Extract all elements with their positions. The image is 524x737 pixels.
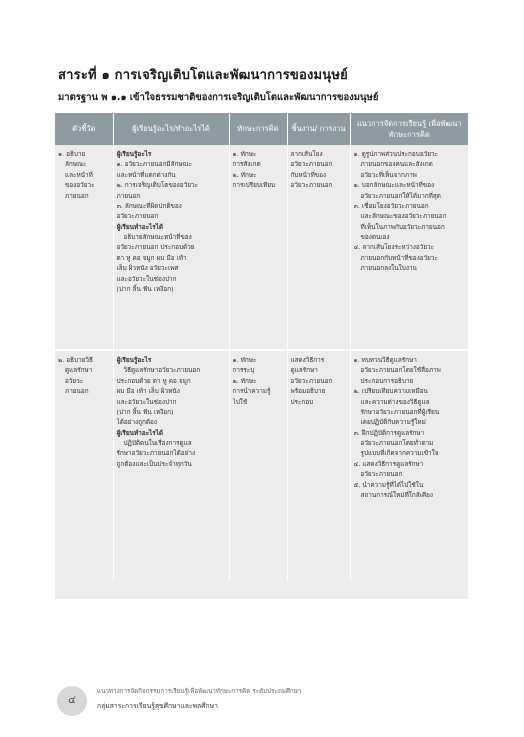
- cell-line: ๑. ทบทวนวิธีดูแลรักษา: [353, 356, 417, 364]
- cell-line: ๔. ลากเส้นโยงระหว่างอวัยวะ: [353, 243, 435, 252]
- cell-line: (ปาก ลิ้น ฟัน เหงือก): [116, 284, 174, 293]
- cell-line: ๒. อธิบายวิธี: [58, 356, 93, 364]
- cell-line: ๑. อธิบาย: [58, 150, 86, 158]
- cell-line: ๓. ลักษณะที่ผิดปกติของ: [116, 201, 182, 210]
- cell-line: ที่เห็นในภาพกับอวัยวะภายนอก: [360, 222, 445, 231]
- cell-line: ๒. ทักษะ: [232, 170, 257, 179]
- cell-line: กับหน้าที่ของ: [290, 170, 327, 179]
- cell-line: ๔. แสดงวิธีการดูแลรักษา: [353, 459, 424, 468]
- cell-line: รูปแบบที่เกิดจากความเข้าใจ: [360, 449, 439, 458]
- cell-line: และอวัยวะในช่องปาก: [116, 397, 177, 406]
- cell-line: อวัยวะภายนอก: [360, 470, 403, 479]
- cell-subheading: ผู้เรียนรู้อะไร: [116, 356, 152, 364]
- skills-cell: [229, 145, 287, 350]
- cell-line: อวัยวะภายนอก: [290, 160, 333, 169]
- cell-line: ๒. ทักษะ: [232, 376, 257, 385]
- cell-line: ๓. เชื่อมโยงอวัยวะภายนอก: [353, 201, 429, 210]
- cell-line: เล็บ ผิวหนัง อวัยวะเพศ: [116, 264, 179, 273]
- cell-subheading: ผู้เรียนรู้อะไร: [116, 150, 152, 158]
- approach-cell: [350, 145, 468, 350]
- cell-line: อธิบายลักษณะหน้าที่ของ: [123, 233, 192, 241]
- standard-subtitle: มาตรฐาน พ ๑.๑ เข้าใจธรรมชาติของการเจริญเติบโตและพัฒนาการของมนุษย์: [58, 92, 379, 103]
- header-learn: ผู้เรียนรู้อะไร/ทำอะไรได้: [113, 113, 229, 145]
- table-row: [55, 145, 468, 350]
- page-number-badge: ๔: [57, 686, 87, 716]
- cell-line: ภายนอก: [116, 191, 141, 200]
- header-approach: แนวการจัดการเรียนรู้ เพื่อพัฒนาทักษะการคิด: [350, 113, 468, 145]
- work-cell: [287, 350, 350, 581]
- cell-line: ๓. ฝึกปฏิบัติการดูแลรักษา: [353, 428, 425, 437]
- learn-cell: [113, 350, 229, 581]
- cell-line: และอวัยวะในช่องปาก: [116, 274, 177, 283]
- work-cell: [287, 145, 350, 350]
- cell-line: และหน้าที่: [65, 170, 93, 179]
- cell-line: ได้อย่างถูกต้อง: [116, 418, 158, 427]
- cell-line: อวัยวะภายนอกโดยใช้สื่อภาพ: [360, 366, 441, 375]
- cell-line: ภายนอกลงในใบงาน: [360, 264, 417, 273]
- cell-line: ภายนอกของคนและสังเกต: [360, 160, 433, 169]
- cell-line: ๑. ทักษะ: [232, 356, 257, 364]
- cell-line: ดูแลรักษา: [65, 366, 93, 375]
- indicator-cell: [55, 350, 113, 581]
- cell-line: อวัยวะภายนอก: [290, 181, 333, 190]
- cell-line: และลักษณะของอวัยวะภายนอก: [360, 212, 447, 221]
- header-work: ชิ้นงาน/ การงาน: [287, 113, 350, 145]
- cell-line: ๑. ดูรูปภาพส่วนประกอบอวัยวะ: [353, 150, 439, 158]
- cell-line: ภายนอก: [65, 191, 89, 200]
- table-row: [55, 350, 468, 581]
- cell-line: อวัยวะภายนอกให้ได้มากที่สุด: [360, 191, 441, 200]
- cell-line: ของตนเอง: [360, 233, 390, 241]
- cell-line: ลากเส้นโยง: [290, 150, 323, 158]
- cell-line: และความต่างของวิธีดูแล: [360, 397, 430, 406]
- cell-line: ภายนอกกับหน้าที่ของอวัยวะ: [360, 253, 438, 262]
- header-indicator: ตัวชี้วัด: [55, 113, 113, 145]
- footer-subject-group: กลุ่มสาระการเรียนรู้สุขศึกษาและพลศึกษา: [97, 702, 218, 710]
- cell-line: ประกอบด้วย ตา หู คอ จมูก: [116, 376, 191, 385]
- cell-line: อวัยวะที่เห็นจากภาพ: [360, 170, 417, 179]
- indicator-cell: [55, 145, 113, 350]
- cell-line: ประกอบ: [290, 397, 314, 406]
- cell-line: สถานการณ์ใหม่ที่ใกล้เคียง: [360, 490, 434, 499]
- cell-line: ๒. การเจริญเติบโตของอวัยวะ: [116, 181, 198, 190]
- cell-line: ปฏิบัติตนในเรื่องการดูแล: [123, 439, 192, 447]
- cell-line: แสดงวิธีการ: [290, 356, 325, 364]
- cell-line: ถูกต้องและเป็นประจำทุกวัน: [116, 459, 192, 468]
- cell-line: พร้อมอธิบาย: [290, 387, 326, 396]
- cell-line: อวัยวะภายนอก: [290, 376, 333, 385]
- footer-book-title: แนวทางการจัดกิจกรรมการเรียนรู้เพื่อพัฒนาทักษะการคิด ระดับประถมศึกษา: [97, 688, 302, 695]
- skills-cell: [229, 350, 287, 581]
- cell-line: รักษาอวัยวะภายนอกได้อย่าง: [116, 449, 196, 458]
- cell-line: ลักษณะ: [65, 160, 87, 169]
- cell-line: การสังเกต: [232, 160, 261, 169]
- cell-line: ๑. อวัยวะภายนอกมีลักษณะ: [116, 160, 193, 169]
- cell-line: ดูแลรักษา: [290, 366, 318, 375]
- cell-line: การเปรียบเทียบ: [232, 181, 276, 190]
- cell-line: (ปาก ลิ้น ฟัน เหงือก): [116, 407, 174, 416]
- cell-line: ตา หู คอ จมูก ผม มือ เท้า: [116, 253, 187, 262]
- page-title: สาระที่ ๑ การเจริญเติบโตและพัฒนาการของมนุษย์: [58, 68, 348, 83]
- cell-line: รักษาอวัยวะภายนอกที่ผู้เรียน: [360, 407, 440, 416]
- cell-line: ภายนอก: [65, 387, 89, 396]
- cell-line: การนำความรู้: [232, 387, 271, 396]
- cell-line: เคยปฏิบัติกับความรู้ใหม่: [360, 418, 426, 427]
- curriculum-table-container: [55, 113, 468, 599]
- cell-line: ๒. เปรียบเทียบความเหมือน: [353, 387, 428, 396]
- learn-cell: [113, 145, 229, 350]
- header-skills: ทักษะการคิด: [229, 113, 287, 145]
- cell-subheading: ผู้เรียนทำอะไรได้: [116, 222, 164, 231]
- cell-subheading: ผู้เรียนทำอะไรได้: [116, 428, 164, 437]
- cell-line: อวัยวะภายนอกโดยทำตาม: [360, 439, 434, 447]
- cell-line: วิธีดูแลรักษาอวัยวะภายนอก: [123, 366, 201, 375]
- table-header-row: [55, 113, 468, 145]
- cell-line: อวัยวะภายนอก: [116, 212, 159, 221]
- cell-line: ๒. บอกลักษณะและหน้าที่ของ: [353, 181, 435, 190]
- cell-line: และหน้าที่แตกต่างกัน: [116, 170, 176, 179]
- cell-line: ๕. นำความรู้ที่ได้ไปใช้ใน: [353, 480, 424, 489]
- cell-line: ผม มือ เท้า เล็บ ผิวหนัง: [116, 387, 180, 396]
- cell-line: อวัยวะภายนอก ประกอบด้วย: [116, 243, 195, 252]
- cell-line: ประกอบการอธิบาย: [360, 376, 414, 385]
- cell-line: การระบุ: [232, 366, 255, 375]
- approach-cell: [350, 350, 468, 581]
- cell-line: ของอวัยวะ: [65, 181, 95, 190]
- cell-line: ไปใช้: [232, 397, 248, 406]
- curriculum-table: [55, 113, 468, 581]
- cell-line: ๑. ทักษะ: [232, 150, 257, 158]
- cell-line: อวัยวะ: [65, 376, 84, 385]
